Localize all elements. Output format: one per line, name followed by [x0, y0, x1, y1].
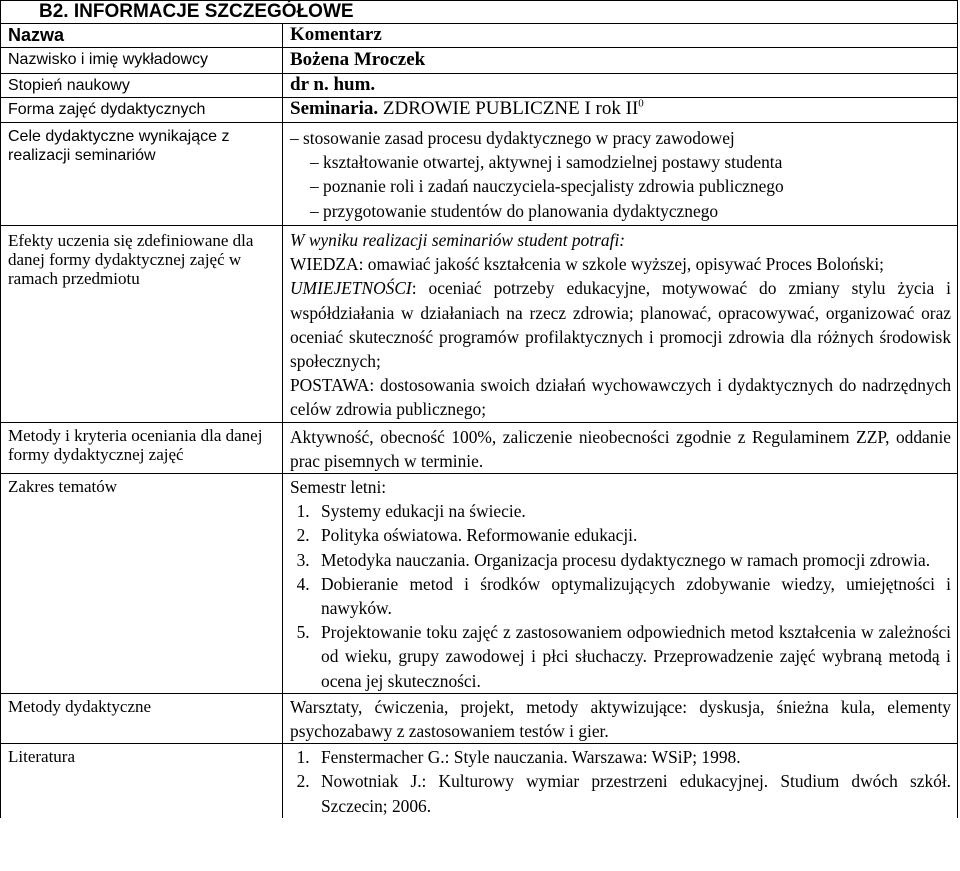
topics-semester: Semestr letni:: [290, 477, 387, 498]
lecturer-label: Nazwisko i imię wykładowcy: [1, 48, 283, 74]
assessment-row: [1, 422, 958, 473]
topics-list: [290, 499, 951, 693]
topics-row: [1, 474, 958, 694]
topic-item: 3. Metodyka nauczania. Organizacja procesu dydaktycznego w ramach promocji zdrowia.: [314, 548, 951, 572]
degree-row: [1, 74, 958, 98]
section-title: B2. INFORMACJE SZCZEGÓŁOWE: [1, 1, 958, 24]
form-label: Forma zajęć dydaktycznych: [1, 98, 283, 123]
outcomes-label: Efekty uczenia się zdefiniowane dla danej formy dydaktycznej zajęć w ramach przedmiotu: [1, 226, 283, 423]
outcomes-content: [283, 226, 958, 423]
outcomes-skills: UMIEJETNOŚCI: oceniać potrzeby edukacyjne, motywować do zmiany stylu życia i współdziałania w działaniach na rzecz zdrowia; planować, opracowywać, organizować oraz oceniać skuteczność programów profilaktycznych i promocji zdrowia dla różnych środowisk społecznych;: [290, 278, 952, 372]
form-row: [1, 98, 958, 123]
header-row: [1, 24, 958, 48]
goal-item: – kształtowanie otwartej, aktywnej i samodzielnej postawy studenta: [310, 152, 783, 173]
assessment-label: Metody i kryteria oceniania dla danej formy dydaktycznej zajęć: [1, 422, 283, 473]
outcomes-intro: W wyniku realizacji seminariów student potrafi:: [290, 230, 626, 250]
literature-row: [1, 744, 958, 818]
literature-item: 1. Fenstermacher G.: Style nauczania. Warszawa: WSiP; 1998.: [314, 745, 951, 769]
goal-item: – poznanie roli i zadań nauczyciela-specjalisty zdrowia publicznego: [310, 176, 784, 197]
degree-label: Stopień naukowy: [1, 74, 283, 98]
goals-list: [283, 123, 958, 226]
methods-row: [1, 693, 958, 743]
lecturer-row: [1, 48, 958, 74]
name-column-header: Nazwa: [1, 24, 283, 48]
section-title-row: [1, 1, 958, 24]
degree-value: dr n. hum.: [283, 74, 958, 98]
topics-label: Zakres tematów: [1, 474, 283, 694]
literature-content: [283, 744, 958, 818]
literature-item: 2. Nowotniak J.: Kulturowy wymiar przestrzeni edukacyjnej. Studium dwóch szkół. Szczecin; 2006.: [314, 769, 951, 817]
goals-row: [1, 123, 958, 226]
literature-list: [290, 745, 951, 818]
topics-content: [283, 474, 958, 694]
comment-column-header: Komentarz: [283, 24, 958, 48]
outcomes-row: [1, 226, 958, 423]
topic-item: 5. Projektowanie toku zajęć z zastosowaniem odpowiednich metod kształcenia w zależności od wieku, grupy zawodowej i płci słuchaczy. Przeprowadzenie zajęć wybraną metodą i ocena jej skuteczności.: [314, 620, 951, 693]
form-value: Seminaria. ZDROWIE PUBLICZNE I rok $II^0$: [283, 98, 958, 123]
topic-item: 1. Systemy edukacji na świecie.: [314, 499, 951, 523]
outcomes-knowledge: WIEDZA: omawiać jakość kształcenia w szkole wyższej, opisywać Proces Boloński;: [290, 254, 885, 275]
topic-item: 2. Polityka oświatowa. Reformowanie edukacji.: [314, 523, 951, 547]
methods-label: Metody dydaktyczne: [1, 693, 283, 743]
methods-value: Warsztaty, ćwiczenia, projekt, metody aktywizujące: dyskusja, śnieżna kula, elementy psychozabawy z zastosowaniem testów i gier.: [283, 693, 958, 743]
lecturer-value: Bożena Mroczek: [283, 48, 958, 74]
goals-label: Cele dydaktyczne wynikające z realizacji seminariów: [1, 123, 283, 226]
topic-item: 4. Dobieranie metod i środków optymalizujących zdobywanie wiedzy, umiejętności i nawyków.: [314, 572, 951, 620]
literature-label: Literatura: [1, 744, 283, 818]
goal-item: – stosowanie zasad procesu dydaktycznego w pracy zawodowej: [290, 128, 735, 148]
assessment-value: Aktywność, obecność 100%, zaliczenie nieobecności zgodnie z Regulaminem ZZP, oddanie prac pisemnych w terminie.: [283, 422, 958, 473]
goal-item: – przygotowanie studentów do planowania dydaktycznego: [310, 200, 719, 221]
outcomes-attitude: POSTAWA: dostosowania swoich działań wychowawczych i dydaktycznych do nadrzędnych celów zdrowia publicznego;: [290, 375, 952, 420]
